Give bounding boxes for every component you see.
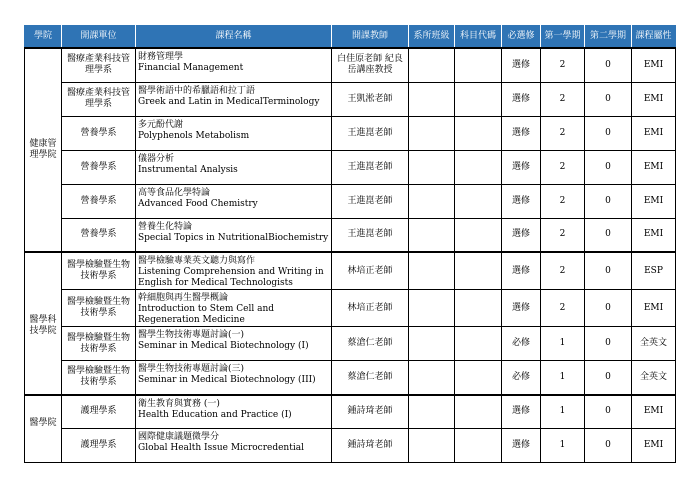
sem1-cell: 2 bbox=[541, 218, 585, 252]
course-name-zh: 國際健康議題微學分 bbox=[138, 432, 220, 442]
teacher-cell: 王進崑老師 bbox=[332, 150, 409, 184]
course-name-zh: 醫學術語中的希臘語和拉丁語 bbox=[138, 85, 256, 96]
table-row bbox=[25, 361, 676, 395]
sem2-cell: 0 bbox=[585, 252, 632, 290]
class-cell bbox=[409, 82, 455, 116]
attr-cell: ESP bbox=[632, 252, 676, 290]
attr-cell: EMI bbox=[632, 116, 676, 150]
college-cell: 醫學科技學院 bbox=[25, 252, 62, 395]
table-row bbox=[25, 290, 676, 327]
code-cell bbox=[455, 252, 502, 290]
teacher-cell: 白佳原老師 紀良岳講座教授 bbox=[332, 48, 409, 82]
course-name-cell bbox=[136, 429, 332, 463]
teacher-cell: 鍾詩琦老師 bbox=[332, 429, 409, 463]
table-row bbox=[25, 150, 676, 184]
sem2-cell: 0 bbox=[585, 82, 632, 116]
course-name-zh: 醫學生物技術專題討論(三) bbox=[138, 364, 245, 374]
attr-cell: EMI bbox=[632, 48, 676, 82]
dept-cell: 護理學系 bbox=[62, 429, 136, 463]
table-row bbox=[25, 327, 676, 361]
sem1-cell: 2 bbox=[541, 48, 585, 82]
college-cell: 健康管理學院 bbox=[25, 48, 62, 252]
attr-cell: EMI bbox=[632, 395, 676, 429]
type-cell: 選修 bbox=[502, 252, 541, 290]
sem1-cell: 2 bbox=[541, 116, 585, 150]
header-sem2: 第二學期 bbox=[585, 26, 632, 49]
dept-cell: 營養學系 bbox=[62, 184, 136, 218]
course-name-en: Seminar in Medical Biotechnology (III) bbox=[138, 375, 316, 385]
sem1-cell: 1 bbox=[541, 327, 585, 361]
sem2-cell: 0 bbox=[585, 218, 632, 252]
header-class: 系所班級 bbox=[409, 26, 455, 49]
course-name-en: Listening Comprehension and Writing in English for Medical Technologists bbox=[138, 267, 324, 288]
course-name-cell bbox=[136, 82, 332, 116]
class-cell bbox=[409, 429, 455, 463]
attr-cell: EMI bbox=[632, 429, 676, 463]
course-name-cell bbox=[136, 327, 332, 361]
course-name-en: Advanced Food Chemistry bbox=[138, 198, 258, 209]
sem1-cell: 2 bbox=[541, 150, 585, 184]
course-name-cell bbox=[136, 395, 332, 429]
course-name-en: Health Education and Practice (I) bbox=[138, 409, 292, 420]
course-name-cell bbox=[136, 150, 332, 184]
course-name-zh: 營養生化特論 bbox=[138, 221, 193, 232]
dept-cell: 醫學檢驗暨生物技術學系 bbox=[62, 252, 136, 290]
course-name-zh: 衛生教育與實務 (一) bbox=[138, 398, 220, 409]
course-name-zh: 多元酚代謝 bbox=[138, 119, 184, 130]
dept-cell: 營養學系 bbox=[62, 218, 136, 252]
course-name-cell bbox=[136, 252, 332, 290]
college-cell: 醫學院 bbox=[25, 395, 62, 463]
class-cell bbox=[409, 150, 455, 184]
course-name-en: Polyphenols Metabolism bbox=[138, 130, 250, 141]
course-name-cell bbox=[136, 116, 332, 150]
teacher-cell: 王進崑老師 bbox=[332, 218, 409, 252]
sem1-cell: 2 bbox=[541, 252, 585, 290]
class-cell bbox=[409, 361, 455, 395]
code-cell bbox=[455, 48, 502, 82]
course-name-zh: 財務管理學 bbox=[138, 52, 184, 62]
course-name-en: Financial Management bbox=[138, 63, 244, 73]
sem1-cell: 2 bbox=[541, 290, 585, 327]
class-cell bbox=[409, 116, 455, 150]
dept-cell: 營養學系 bbox=[62, 116, 136, 150]
course-name-en: Introduction to Stem Cell and Regeneration Medicine bbox=[138, 304, 275, 325]
sem2-cell: 0 bbox=[585, 116, 632, 150]
dept-cell: 醫療產業科技管理學系 bbox=[62, 82, 136, 116]
teacher-cell: 林培正老師 bbox=[332, 252, 409, 290]
class-cell bbox=[409, 184, 455, 218]
course-name-en: Special Topics in NutritionalBiochemistry bbox=[138, 232, 329, 243]
course-name-en: Global Health Issue Microcredential bbox=[138, 443, 304, 453]
course-name-zh: 醫學檢驗專業英文聽力與寫作 bbox=[138, 256, 256, 266]
dept-cell: 醫學檢驗暨生物技術學系 bbox=[62, 361, 136, 395]
class-cell bbox=[409, 218, 455, 252]
table-row bbox=[25, 429, 676, 463]
course-name-cell bbox=[136, 361, 332, 395]
sem1-cell: 1 bbox=[541, 361, 585, 395]
dept-cell: 醫學檢驗暨生物技術學系 bbox=[62, 290, 136, 327]
table-row bbox=[25, 395, 676, 429]
code-cell bbox=[455, 327, 502, 361]
code-cell bbox=[455, 395, 502, 429]
header-code: 科目代碼 bbox=[455, 26, 502, 49]
teacher-cell: 王凱淞老師 bbox=[332, 82, 409, 116]
header-sem1: 第一學期 bbox=[541, 26, 585, 49]
sem1-cell: 2 bbox=[541, 82, 585, 116]
class-cell bbox=[409, 252, 455, 290]
type-cell: 選修 bbox=[502, 116, 541, 150]
type-cell: 選修 bbox=[502, 150, 541, 184]
attr-cell: EMI bbox=[632, 150, 676, 184]
course-name-zh: 醫學生物技術專題討論(一) bbox=[138, 330, 245, 340]
teacher-cell: 王進崑老師 bbox=[332, 116, 409, 150]
header-teacher: 開課教師 bbox=[332, 26, 409, 49]
sem2-cell: 0 bbox=[585, 361, 632, 395]
class-cell bbox=[409, 290, 455, 327]
type-cell: 選修 bbox=[502, 429, 541, 463]
table-header bbox=[25, 26, 676, 49]
type-cell: 選修 bbox=[502, 82, 541, 116]
table-row bbox=[25, 184, 676, 218]
sem1-cell: 1 bbox=[541, 429, 585, 463]
sem1-cell: 1 bbox=[541, 395, 585, 429]
sem2-cell: 0 bbox=[585, 150, 632, 184]
sem2-cell: 0 bbox=[585, 290, 632, 327]
course-name-en: Seminar in Medical Biotechnology (I) bbox=[138, 341, 309, 351]
sem2-cell: 0 bbox=[585, 395, 632, 429]
course-table bbox=[24, 25, 676, 463]
type-cell: 選修 bbox=[502, 218, 541, 252]
table-row bbox=[25, 116, 676, 150]
attr-cell: EMI bbox=[632, 184, 676, 218]
type-cell: 選修 bbox=[502, 290, 541, 327]
header-attr: 課程屬性 bbox=[632, 26, 676, 49]
dept-cell: 醫療產業科技管理學系 bbox=[62, 48, 136, 82]
attr-cell: 全英文 bbox=[632, 327, 676, 361]
course-name-en: Greek and Latin in MedicalTerminology bbox=[138, 96, 320, 107]
sem2-cell: 0 bbox=[585, 429, 632, 463]
type-cell: 必修 bbox=[502, 327, 541, 361]
code-cell bbox=[455, 184, 502, 218]
course-name-cell bbox=[136, 218, 332, 252]
class-cell bbox=[409, 327, 455, 361]
course-name-zh: 高等食品化學特論 bbox=[138, 187, 211, 198]
type-cell: 選修 bbox=[502, 395, 541, 429]
code-cell bbox=[455, 290, 502, 327]
code-cell bbox=[455, 218, 502, 252]
class-cell bbox=[409, 395, 455, 429]
sem2-cell: 0 bbox=[585, 327, 632, 361]
header-dept: 開課單位 bbox=[62, 26, 136, 49]
course-name-cell bbox=[136, 184, 332, 218]
sem1-cell: 2 bbox=[541, 184, 585, 218]
sem2-cell: 0 bbox=[585, 48, 632, 82]
table-body bbox=[25, 48, 676, 463]
code-cell bbox=[455, 429, 502, 463]
type-cell: 選修 bbox=[502, 184, 541, 218]
teacher-cell: 蔡滄仁老師 bbox=[332, 361, 409, 395]
code-cell bbox=[455, 150, 502, 184]
class-cell bbox=[409, 48, 455, 82]
type-cell: 必修 bbox=[502, 361, 541, 395]
table-row bbox=[25, 82, 676, 116]
teacher-cell: 鍾詩琦老師 bbox=[332, 395, 409, 429]
course-name-zh: 儀器分析 bbox=[138, 153, 175, 164]
table-row bbox=[25, 218, 676, 252]
code-cell bbox=[455, 361, 502, 395]
teacher-cell: 王進崑老師 bbox=[332, 184, 409, 218]
teacher-cell: 林培正老師 bbox=[332, 290, 409, 327]
dept-cell: 護理學系 bbox=[62, 395, 136, 429]
dept-cell: 醫學檢驗暨生物技術學系 bbox=[62, 327, 136, 361]
course-name-cell bbox=[136, 290, 332, 327]
attr-cell: EMI bbox=[632, 290, 676, 327]
table-row bbox=[25, 252, 676, 290]
dept-cell: 營養學系 bbox=[62, 150, 136, 184]
course-name-cell bbox=[136, 48, 332, 82]
code-cell bbox=[455, 116, 502, 150]
header-type: 必選修 bbox=[502, 26, 541, 49]
header-course: 課程名稱 bbox=[136, 26, 332, 49]
attr-cell: EMI bbox=[632, 218, 676, 252]
attr-cell: 全英文 bbox=[632, 361, 676, 395]
teacher-cell: 蔡滄仁老師 bbox=[332, 327, 409, 361]
table-row bbox=[25, 48, 676, 82]
sem2-cell: 0 bbox=[585, 184, 632, 218]
course-name-en: Instrumental Analysis bbox=[138, 164, 238, 175]
type-cell: 選修 bbox=[502, 48, 541, 82]
header-college: 學院 bbox=[25, 26, 62, 49]
course-name-zh: 幹細胞與再生醫學概論 bbox=[138, 293, 229, 303]
attr-cell: EMI bbox=[632, 82, 676, 116]
code-cell bbox=[455, 82, 502, 116]
